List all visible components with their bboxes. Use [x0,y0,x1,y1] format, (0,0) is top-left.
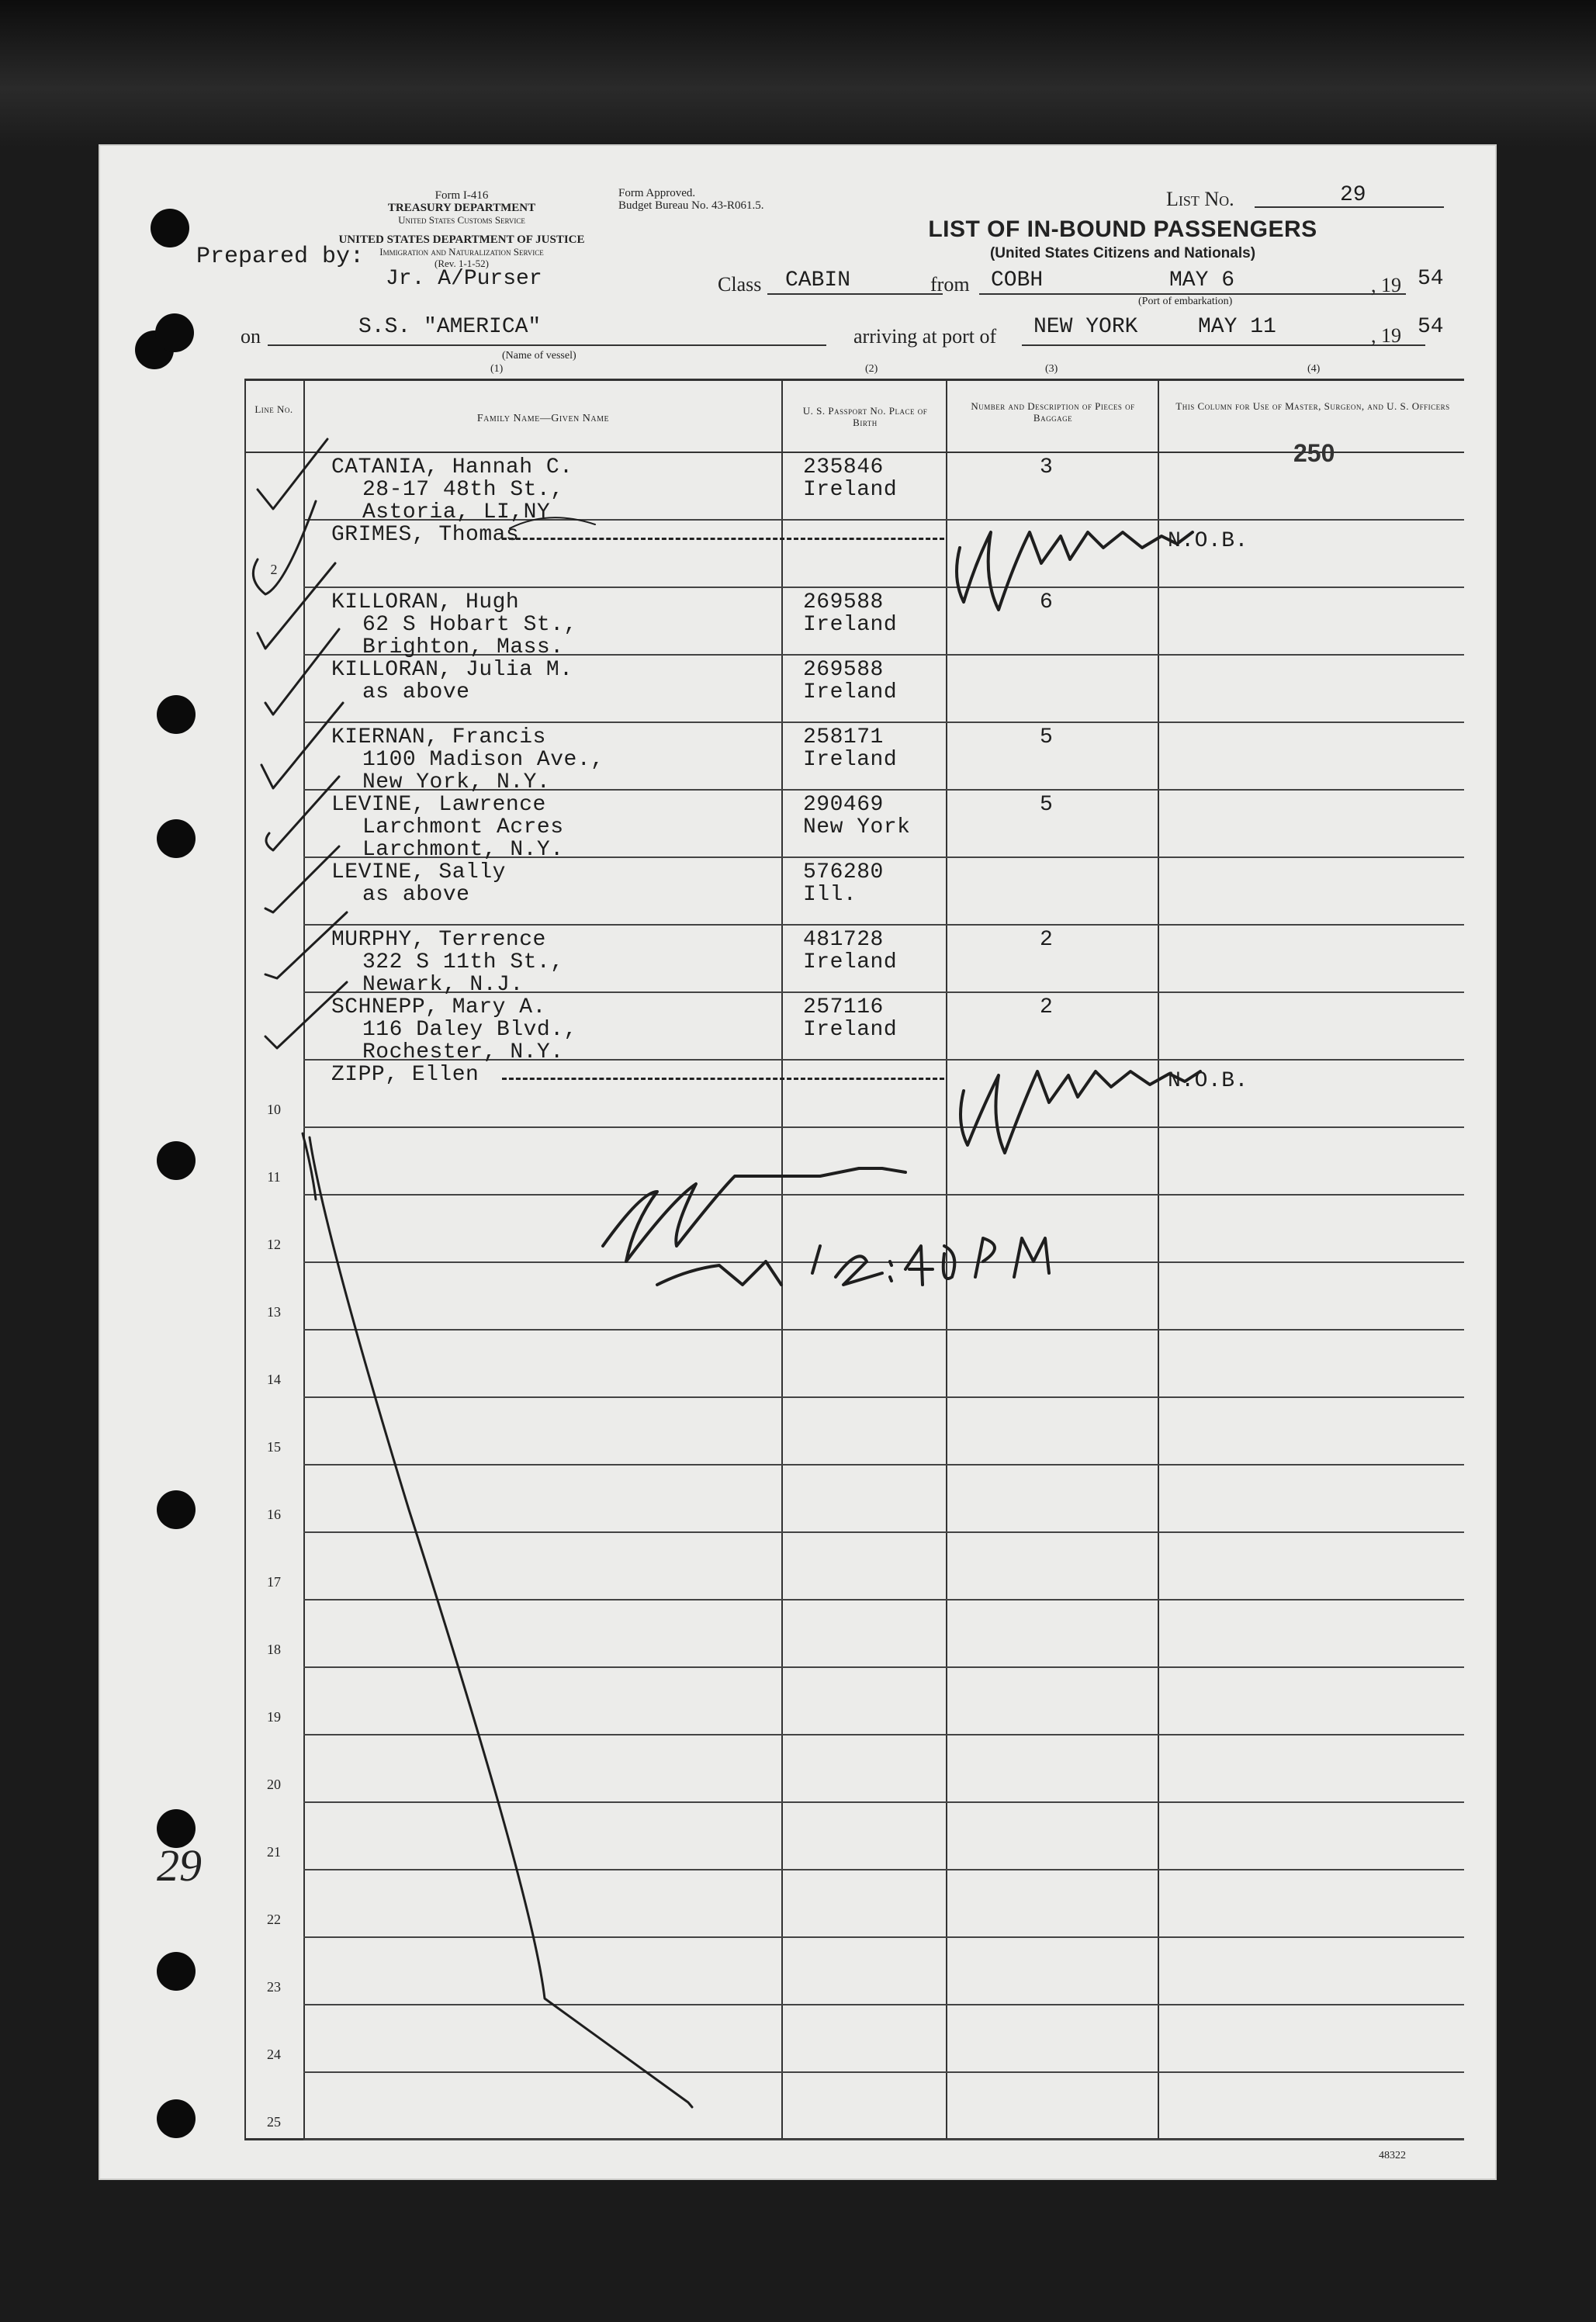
list-number: 29 [1340,183,1366,207]
footer-code: 48322 [1379,2150,1406,2161]
year-prefix: , 19 [1371,324,1401,347]
check-mark [266,777,339,850]
passenger-name: ZIPP, Ellen [331,1063,479,1087]
baggage-count: 3 [1040,455,1054,479]
passport-number: 481728 [803,928,884,952]
officer-count: 250 [1293,439,1335,467]
immigration-service: Immigration and Naturalization Service [379,246,544,258]
class-value: CABIN [785,268,851,292]
line-number: 12 [267,1237,281,1252]
check-mark [253,501,316,594]
place-of-birth: Ireland [803,613,898,637]
passport-number: 258171 [803,725,884,749]
officer-note: N.O.B. [1168,1069,1248,1093]
check-mark [261,703,343,788]
baggage-count: 5 [1040,793,1054,817]
passport-number: 257116 [803,995,884,1019]
line-number: 21 [267,1844,281,1860]
passenger-address-line2: Brighton, Mass. [362,635,564,659]
port-embarkation-caption: (Port of embarkation) [1138,296,1233,307]
line-number: 18 [267,1642,281,1657]
check-mark [258,439,327,509]
scan-background [0,0,1596,147]
passenger-address-line1: as above [362,680,470,704]
handwritten-time [890,1261,891,1281]
passenger-address-line1: 116 Daley Blvd., [362,1018,577,1042]
strike-mark [510,517,595,528]
line-number: 10 [267,1102,281,1117]
line-number: 22 [267,1912,281,1927]
passenger-address-line2: Larchmont, N.Y. [362,838,564,862]
vessel-caption: (Name of vessel) [502,350,576,362]
passenger-name: KIERNAN, Francis [331,725,546,749]
passenger-address-line1: Larchmont Acres [362,815,564,839]
place-of-birth: Ireland [803,478,898,502]
department-of-justice: UNITED STATES DEPARTMENT OF JUSTICE [338,234,585,246]
purser-title: Jr. A/Purser [386,267,542,291]
line-number: 16 [267,1507,281,1522]
check-mark [258,563,335,649]
check-mark [265,629,339,715]
passenger-name: KILLORAN, Hugh [331,590,520,614]
baggage-count: 2 [1040,995,1054,1019]
line-number: 20 [267,1777,281,1792]
handwritten-time [905,1238,1049,1285]
prepared-by-label: Prepared by: [196,244,365,270]
passenger-name: SCHNEPP, Mary A. [331,995,546,1019]
line-number: 19 [267,1709,281,1725]
place-of-birth: Ill. [803,883,857,907]
on-label: on [241,325,261,348]
line-number: 23 [267,1979,281,1995]
passenger-address-line1: as above [362,883,470,907]
signature-scrawl [603,1168,905,1261]
line-number: 13 [267,1304,281,1320]
line-number: 11 [267,1169,281,1185]
from-label: from [930,273,970,296]
revision-date: (Rev. 1-1-52) [434,258,489,269]
signature-wilkinson [957,532,1193,610]
arriving-label: arriving at port of [853,325,997,348]
header-passport: U. S. Passport No. Place of Birth [802,405,928,428]
arrival-port: NEW YORK [1033,315,1138,339]
place-of-birth: New York [803,815,911,839]
passport-number: 576280 [803,860,884,884]
budget-bureau: Budget Bureau No. 43-R061.5. [618,199,764,212]
class-label: Class [718,273,762,296]
passenger-name: CATANIA, Hannah C. [331,455,573,479]
page-subtitle: (United States Citizens and Nationals) [989,245,1256,261]
line-number: 14 [267,1372,281,1387]
margin-number: 29 [157,1840,202,1891]
signature-wilkinson [961,1071,1200,1153]
passenger-address-line1: 62 S Hobart St., [362,613,577,637]
place-of-birth: Ireland [803,1018,898,1042]
passenger-address-line1: 1100 Madison Ave., [362,748,604,772]
baggage-count: 5 [1040,725,1054,749]
column-number-4: (4) [1307,363,1321,375]
passport-number: 269588 [803,658,884,682]
check-mark [265,846,339,912]
passenger-address-line1: 28-17 48th St., [362,478,564,502]
passport-number: 235846 [803,455,884,479]
passenger-name: MURPHY, Terrence [331,928,546,952]
form-approved: Form Approved. [618,187,696,199]
line-number: 24 [267,2047,281,2062]
check-mark [265,982,347,1048]
list-no-label: List No. [1166,188,1234,210]
passenger-address-line1: 322 S 11th St., [362,950,564,974]
passenger-name: GRIMES, Thomas [331,523,520,547]
page-title: LIST OF IN-BOUND PASSENGERS [928,216,1317,242]
passport-number: 290469 [803,793,884,817]
form-number: Form I-416 [434,189,489,202]
officer-note: N.O.B. [1168,529,1248,553]
place-of-birth: Ireland [803,950,898,974]
embarkation-date: MAY 6 [1169,268,1235,292]
cancel-line [310,1137,692,2107]
signature-scrawl [657,1261,781,1285]
line-number: 15 [267,1439,281,1455]
handwritten-time [812,1246,882,1285]
column-number-2: (2) [865,363,878,375]
manifest-page [99,144,1497,2180]
check-mark [265,912,347,978]
embark-year: 54 [1418,267,1444,291]
baggage-count: 6 [1040,590,1054,614]
passenger-name: KILLORAN, Julia M. [331,658,573,682]
passenger-name: LEVINE, Lawrence [331,793,546,817]
vessel-name: S.S. "AMERICA" [358,315,542,339]
place-of-birth: Ireland [803,748,898,772]
header-officers: This Column for Use of Master, Surgeon, and U. S. Officers [1175,400,1450,412]
customs-service: United States Customs Service [398,214,525,226]
passenger-address-line2: New York, N.Y. [362,770,551,794]
year-prefix: , 19 [1371,274,1401,296]
passport-number: 269588 [803,590,884,614]
passenger-address-line2: Newark, N.J. [362,973,524,997]
header-line-no: Line No. [254,403,293,415]
line-number: 17 [267,1574,281,1590]
column-number-3: (3) [1045,363,1058,375]
column-number-1: (1) [490,363,504,375]
line-number: 2 [270,562,278,577]
handwriting-overlay [99,144,1497,2180]
embarkation-port: COBH [991,268,1044,292]
header-family-name: Family Name—Given Name [476,413,610,424]
header-baggage: Number and Description of Pieces of Baggage [971,400,1135,424]
line-number: 25 [267,2114,281,2130]
passenger-name: LEVINE, Sally [331,860,506,884]
treasury-department: TREASURY DEPARTMENT [387,202,536,214]
place-of-birth: Ireland [803,680,898,704]
passenger-address-line2: Astoria, LI,NY [362,500,551,524]
arrival-year: 54 [1418,315,1444,339]
baggage-count: 2 [1040,928,1054,952]
passenger-address-line2: Rochester, N.Y. [362,1040,564,1064]
arrival-date: MAY 11 [1198,315,1276,339]
